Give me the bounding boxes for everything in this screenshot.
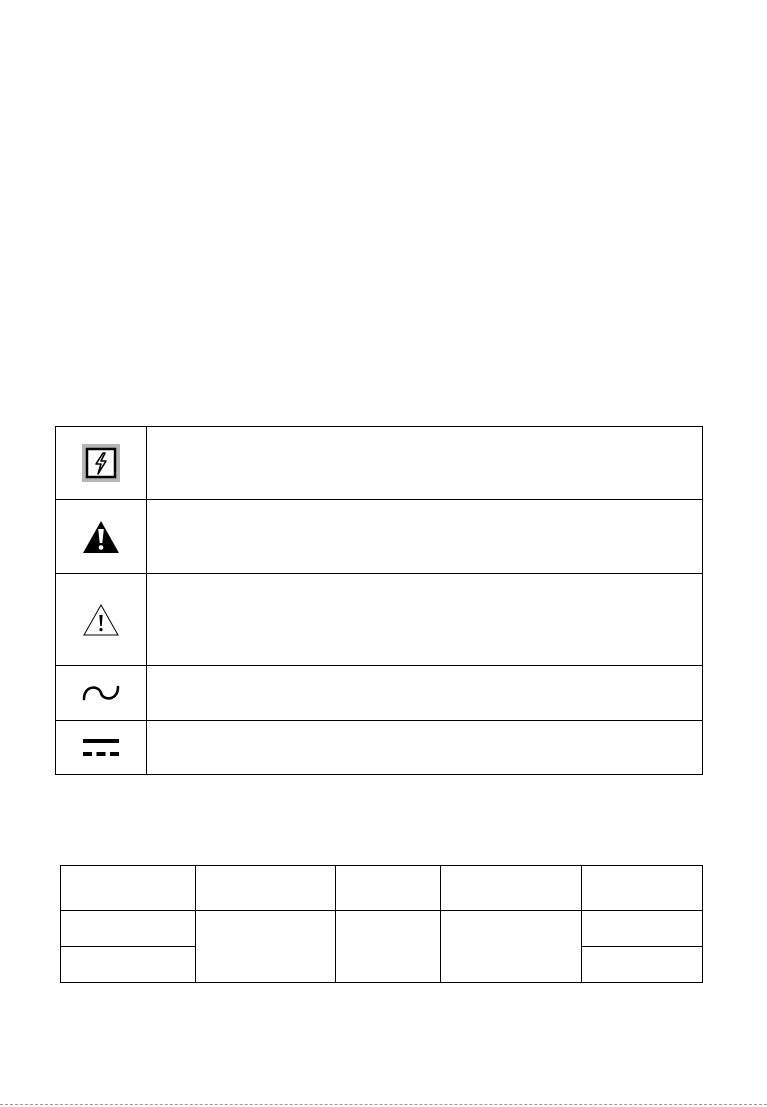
- symbol-icon-cell: [56, 666, 147, 721]
- spec-header-cell: [61, 866, 196, 911]
- spec-header-row: [61, 866, 703, 911]
- spec-cell: [61, 947, 196, 983]
- spec-header-cell: [336, 866, 441, 911]
- symbol-row: [56, 721, 703, 775]
- outline-warning-triangle-icon: [81, 602, 121, 638]
- symbol-description: [147, 666, 703, 721]
- symbol-row: [56, 500, 703, 574]
- alternating-current-icon: [81, 681, 121, 705]
- symbol-icon-cell: [56, 721, 147, 775]
- symbol-row: [56, 666, 703, 721]
- symbol-table: [55, 426, 703, 775]
- spec-header-cell: [441, 866, 582, 911]
- symbol-description: [147, 500, 703, 574]
- page-edge-rule: [0, 1104, 767, 1105]
- spec-cell: [582, 911, 703, 947]
- direct-current-icon: [81, 735, 121, 761]
- symbol-icon-cell: [56, 427, 147, 500]
- spec-header-cell: [196, 866, 336, 911]
- spec-merged-cell: [196, 911, 336, 983]
- symbol-row: [56, 574, 703, 666]
- symbol-row: [56, 427, 703, 500]
- spec-cell: [61, 911, 196, 947]
- filled-warning-triangle-icon: [81, 519, 121, 555]
- spec-table: [60, 865, 703, 983]
- spec-header-cell: [582, 866, 703, 911]
- symbol-description: [147, 721, 703, 775]
- lightning-square-icon: [81, 443, 121, 483]
- spec-row: [61, 911, 703, 947]
- symbol-description: [147, 427, 703, 500]
- spec-merged-cell: [336, 911, 441, 983]
- symbol-description: [147, 574, 703, 666]
- spec-merged-cell: [441, 911, 582, 983]
- symbol-icon-cell: [56, 500, 147, 574]
- spec-cell: [582, 947, 703, 983]
- symbol-icon-cell: [56, 574, 147, 666]
